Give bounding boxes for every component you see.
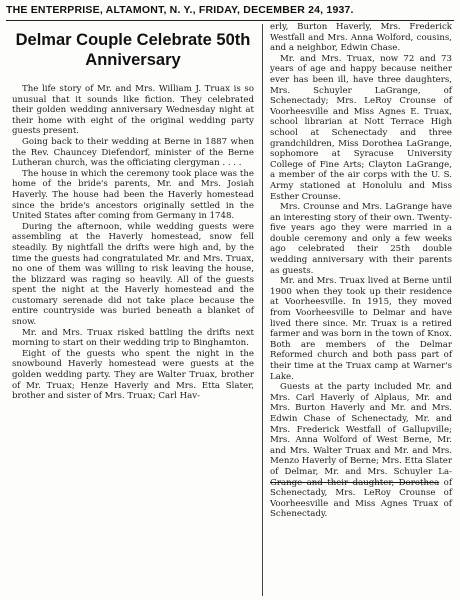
headline-line-1: Delmar Couple Celebrate 50th bbox=[15, 31, 251, 49]
article-left-column bbox=[12, 26, 254, 402]
column-divider bbox=[262, 24, 263, 596]
article-paragraph: During the afternoon, while wedding guests were assembling at the Haverly homestead, snow fell steadily. By nightfall the drifts were high and, by the time the guests had congratulated Mr. and Mrs. Truax, no one of them was willing to risk leaving the house, the blizzard was raging so heavily. All of the guests spent the night at the Haverly homestead and the customary serenade did not take place because the entire countryside was buried beneath a blanket of snow. bbox=[12, 221, 254, 328]
article-paragraph: Mr. and Mrs. Truax risked battling the drifts next morning to start on their wedding trip to Binghamton. bbox=[12, 327, 254, 349]
headline-line-2: Anniversary bbox=[85, 51, 181, 69]
guests-text-end: of Schenectady, Mrs. LeRoy Crounse of Voorheesville and Miss Agnes Truax of Schenectady. bbox=[270, 477, 452, 520]
article-paragraph: Mr. and Mrs. Truax, now 72 and 73 years of age and happy because neither ever has been ill, have three daughters, Mrs. Schuyler LaGrange, of Schenectady; Mrs. LeRoy Crounse of Voorheesville and Miss Agnes E. Truax, school librarian at Nott Terrace High school at Schenectady and three grandchildren, Miss Dorothea LaGrange, sophomore at Syracuse University College of Fine Arts; Clayton LaGrange, a member of the air corps with the U. S. Army stationed at Honolulu and Miss Esther Crounse. bbox=[270, 53, 452, 202]
article-paragraph: Eight of the guests who spent the night in the snowbound Haverly homestead were guests at the golden wedding party. They are Walter Truax, brother of Mr. Truax; Henze Haverly and Mrs. Etta Slater, brother and sister of Mrs. Truax; Carl Hav- bbox=[12, 348, 254, 402]
struck-text: Grange and their daughter, Dorothea bbox=[270, 477, 440, 488]
article-paragraph: The life story of Mr. and Mrs. William J. Truax is so unusual that it sounds like fiction. They celebrated their golden wedding anniversary Wednesday night at their home with eight of the original wedding party guests present. bbox=[12, 84, 254, 137]
article-paragraph: Going back to their wedding at Berne in 1887 when the Rev. Chauncey Diefendorf, minister of the Berne Lutheran church, was the officiating clergyman . . . . bbox=[12, 136, 254, 169]
article-paragraph: The house in which the ceremony took place was the home of the bride's parents, Mr. and Mrs. Josiah Haverly. The house had been the Haverly homestead since the bride's ancestors originally settled in the United States after coming from Germany in 1748. bbox=[12, 168, 254, 222]
article-right-column bbox=[270, 22, 452, 520]
masthead-rule bbox=[6, 20, 454, 21]
guests-text-start: Guests at the party included Mr. and Mrs. Carl Haverly of Alplaus, Mr. and Mrs. Burton Haverly and Mr. and Mrs. Edwin Chase of Schenectady, Mr. and Mrs. Frederick Westfall of Gallupville; Mrs. Anna Wolford of West Berne, Mr. and Mrs. Walter Truax and Mr. and Mrs. Menzo Haverly of Berne; Mrs. Etta Slater of Delmar, Mr. and Mrs. Schuyler La- bbox=[270, 382, 452, 477]
newspaper-masthead: THE ENTERPRISE, ALTAMONT, N. Y., FRIDAY, DECEMBER 24, 1937. bbox=[6, 4, 354, 16]
article-paragraph: Mrs. Crounse and Mrs. LaGrange have an interesting story of their own. Twenty-five years ago they were married in a double ceremony and only a few weeks ago celebrated their 25th double wedding anniversary with their parents as guests. bbox=[270, 202, 452, 276]
article-paragraph: erly, Burton Haverly, Mrs. Frederick Westfall and Mrs. Anna Wolford, cousins, and a neighbor, Edwin Chase. bbox=[270, 22, 452, 54]
article-paragraph: Mr. and Mrs. Truax lived at Berne until 1900 when they took up their residence at Voorheesville. In 1915, they moved from Voorheesville to Delmar and have lived there since. Mr. Truax is a retired farmer and was born in the town of Knox. Both are members of the Delmar Reformed church and both pass part of their time at the Truax camp at Warner's Lake. bbox=[270, 276, 452, 382]
article-headline bbox=[12, 30, 254, 70]
article-paragraph-guests bbox=[270, 382, 452, 520]
